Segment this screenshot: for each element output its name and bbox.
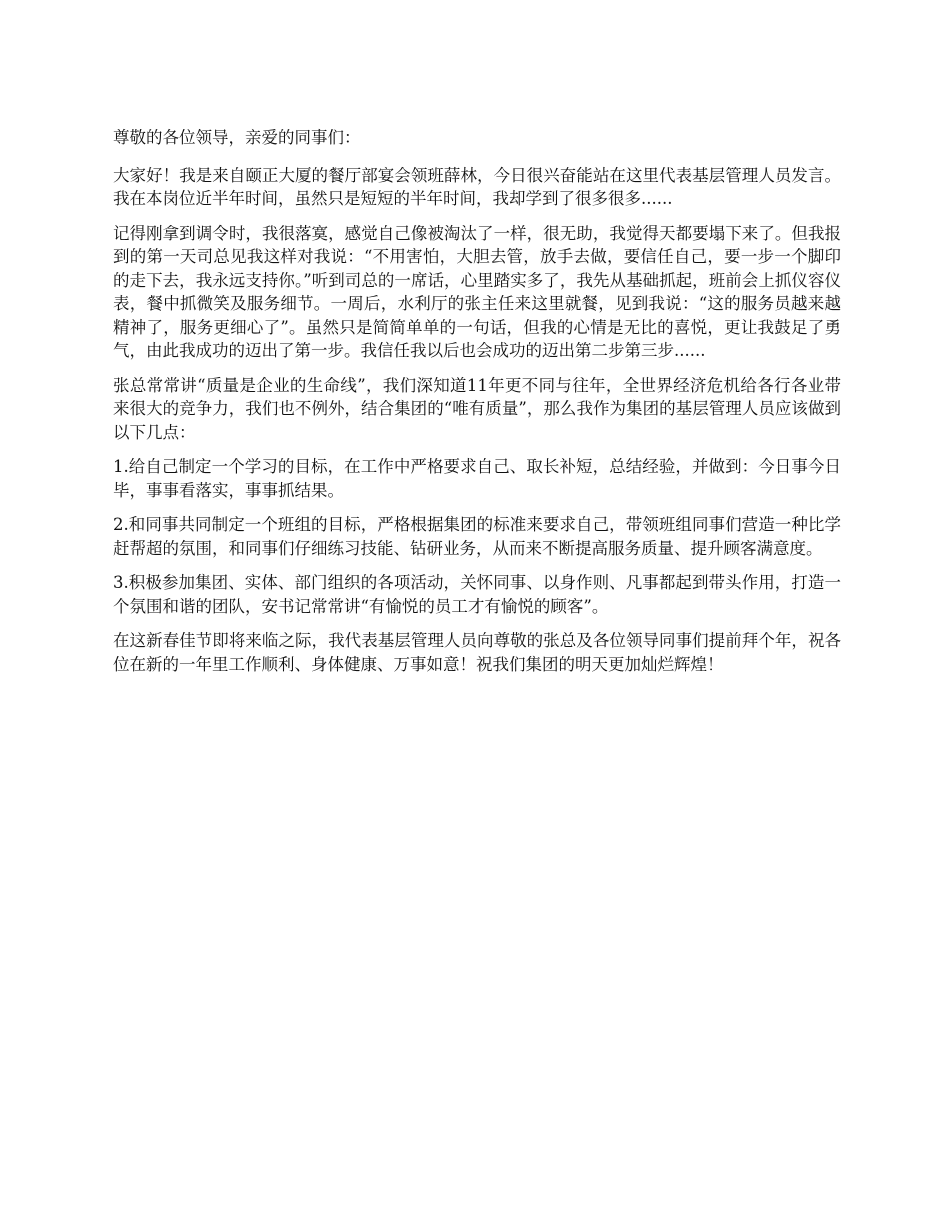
paragraph-closing: 在这新春佳节即将来临之际，我代表基层管理人员向尊敬的张总及各位领导同事们提前拜个年，祝各位在新的一年里工作顺利、身体健康、万事如意！祝我们集团的明天更加灿烂辉煌！ xyxy=(113,631,841,674)
paragraph-greeting: 大家好！我是来自颐正大厦的餐厅部宴会领班薛林，今日很兴奋能站在这里代表基层管理人员发言。我在本岗位近半年时间，虽然只是短短的半年时间，我却学到了很多很多...... xyxy=(113,165,841,208)
paragraph-point-1: 1.给自己制定一个学习的目标，在工作中严格要求自己、取长补短，总结经验，并做到：今日事今日毕，事事看落实，事事抓结果。 xyxy=(113,457,841,500)
paragraph-point-2: 2.和同事共同制定一个班组的目标，严格根据集团的标准来要求自己，带领班组同事们营造一种比学赶帮超的氛围，和同事们仔细练习技能、钻研业务，从而来不断提高服务质量、提升顾客满意度。 xyxy=(113,515,841,558)
paragraph-quality: 张总常常讲“质量是企业的生命线”，我们深知道11年更不同与往年，全世界经济危机给各行各业带来很大的竞争力，我们也不例外，结合集团的“唯有质量”，那么我作为集团的基层管理人员应该做到以下几点： xyxy=(113,375,841,442)
document-page xyxy=(113,126,841,687)
salutation: 尊敬的各位领导，亲爱的同事们： xyxy=(113,128,361,147)
paragraph-point-3: 3.积极参加集团、实体、部门组织的各项活动，关怀同事、以身作则、凡事都起到带头作用，打造一个氛围和谐的团队，安书记常常讲“有愉悦的员工才有愉悦的顾客”。 xyxy=(113,573,841,616)
paragraph-story: 记得刚拿到调令时，我很落寞，感觉自己像被淘汰了一样，很无助，我觉得天都要塌下来了。但我报到的第一天司总见我这样对我说：“不用害怕，大胆去管，放手去做，要信任自己，要一步一个脚印的走下去，我永远支持你。”听到司总的一席话，心里踏实多了，我先从基础抓起，班前会上抓仪容仪表，餐中抓微笑及服务细节。一周后，水利厅的张主任来这里就餐，见到我说：“这的服务员越来越精神了，服务更细心了”。虽然只是简简单单的一句话，但我的心情是无比的喜悦，更让我鼓足了勇气，由此我成功的迈出了第一步。我信任我以后也会成功的迈出第二步第三步...... xyxy=(113,223,841,360)
